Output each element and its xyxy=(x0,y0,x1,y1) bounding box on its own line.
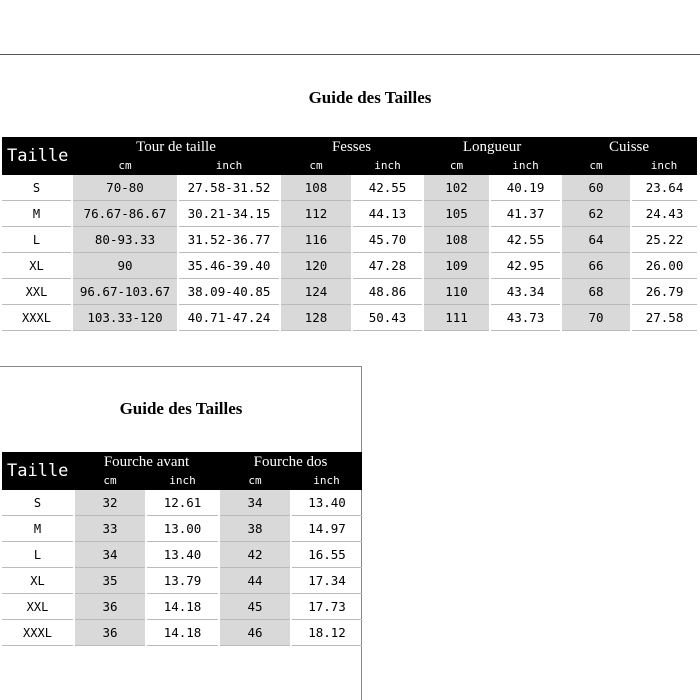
cm-cell: 44 xyxy=(219,568,291,594)
size-header: Taille xyxy=(2,452,74,490)
inch-cell: 26.00 xyxy=(631,253,697,279)
inch-cell: 45.70 xyxy=(352,227,423,253)
inch-cell: 26.79 xyxy=(631,279,697,305)
cm-cell: 109 xyxy=(423,253,490,279)
inch-cell: 35.46-39.40 xyxy=(178,253,280,279)
cm-cell: 34 xyxy=(219,490,291,516)
cm-cell: 60 xyxy=(561,175,631,201)
table-row xyxy=(2,305,697,331)
table-row xyxy=(2,279,697,305)
inch-cell: 27.58-31.52 xyxy=(178,175,280,201)
inch-cell: 17.34 xyxy=(291,568,362,594)
group-header-back-rise: Fourche dos xyxy=(219,452,362,472)
size-cell: XXL xyxy=(2,279,72,305)
cm-cell: 34 xyxy=(74,542,146,568)
inch-cell: 40.71-47.24 xyxy=(178,305,280,331)
inch-cell: 18.12 xyxy=(291,620,362,646)
size-cell: XL xyxy=(2,253,72,279)
table-row xyxy=(2,175,697,201)
cm-cell: 70 xyxy=(561,305,631,331)
top-divider xyxy=(0,54,700,55)
cm-cell: 108 xyxy=(280,175,352,201)
inch-cell: 17.73 xyxy=(291,594,362,620)
table-row xyxy=(2,253,697,279)
group-header-length: Longueur xyxy=(423,137,561,157)
inch-cell: 30.21-34.15 xyxy=(178,201,280,227)
inch-cell: 42.95 xyxy=(490,253,561,279)
cm-cell: 36 xyxy=(74,594,146,620)
cm-cell: 68 xyxy=(561,279,631,305)
group-header-thigh: Cuisse xyxy=(561,137,697,157)
group-header-front-rise: Fourche avant xyxy=(74,452,219,472)
cm-cell: 38 xyxy=(219,516,291,542)
size-table-main xyxy=(2,137,697,331)
group-header-hips: Fesses xyxy=(280,137,423,157)
cm-cell: 35 xyxy=(74,568,146,594)
cm-cell: 124 xyxy=(280,279,352,305)
unit-header: cm xyxy=(423,157,490,175)
cm-cell: 96.67-103.67 xyxy=(72,279,178,305)
inch-cell: 12.61 xyxy=(146,490,219,516)
size-cell: M xyxy=(2,201,72,227)
inch-cell: 13.00 xyxy=(146,516,219,542)
cm-cell: 103.33-120 xyxy=(72,305,178,331)
cm-cell: 120 xyxy=(280,253,352,279)
size-header: Taille xyxy=(2,137,72,175)
inch-cell: 38.09-40.85 xyxy=(178,279,280,305)
unit-header: cm xyxy=(219,472,291,490)
cm-cell: 64 xyxy=(561,227,631,253)
size-table-crotch xyxy=(2,452,362,646)
size-cell: XXXL xyxy=(2,305,72,331)
inch-cell: 31.52-36.77 xyxy=(178,227,280,253)
cm-cell: 70-80 xyxy=(72,175,178,201)
inch-cell: 27.58 xyxy=(631,305,697,331)
table1-title: Guide des Tailles xyxy=(308,88,432,107)
cm-cell: 32 xyxy=(74,490,146,516)
size-cell: XXL xyxy=(2,594,74,620)
cm-cell: 66 xyxy=(561,253,631,279)
inch-cell: 14.97 xyxy=(291,516,362,542)
inch-cell: 13.40 xyxy=(146,542,219,568)
cm-cell: 108 xyxy=(423,227,490,253)
unit-header: cm xyxy=(280,157,352,175)
cm-cell: 45 xyxy=(219,594,291,620)
inch-cell: 47.28 xyxy=(352,253,423,279)
cm-cell: 42 xyxy=(219,542,291,568)
inch-cell: 41.37 xyxy=(490,201,561,227)
inch-cell: 13.40 xyxy=(291,490,362,516)
inch-cell: 44.13 xyxy=(352,201,423,227)
table-row xyxy=(2,568,362,594)
unit-header: cm xyxy=(74,472,146,490)
size-cell: L xyxy=(2,542,74,568)
cm-cell: 102 xyxy=(423,175,490,201)
size-cell: M xyxy=(2,516,74,542)
table-row xyxy=(2,542,362,568)
inch-cell: 42.55 xyxy=(490,227,561,253)
cm-cell: 116 xyxy=(280,227,352,253)
unit-header: cm xyxy=(72,157,178,175)
inch-cell: 24.43 xyxy=(631,201,697,227)
cm-cell: 76.67-86.67 xyxy=(72,201,178,227)
inch-cell: 14.18 xyxy=(146,620,219,646)
cm-cell: 90 xyxy=(72,253,178,279)
cm-cell: 80-93.33 xyxy=(72,227,178,253)
table-row xyxy=(2,620,362,646)
unit-header: inch xyxy=(146,472,219,490)
cm-cell: 62 xyxy=(561,201,631,227)
unit-header: inch xyxy=(178,157,280,175)
table2-title: Guide des Tailles xyxy=(119,399,243,418)
inch-cell: 14.18 xyxy=(146,594,219,620)
inch-cell: 40.19 xyxy=(490,175,561,201)
size-cell: XXXL xyxy=(2,620,74,646)
unit-header: inch xyxy=(631,157,697,175)
inch-cell: 42.55 xyxy=(352,175,423,201)
size-cell: S xyxy=(2,175,72,201)
inch-cell: 43.34 xyxy=(490,279,561,305)
cm-cell: 46 xyxy=(219,620,291,646)
table-row xyxy=(2,227,697,253)
inch-cell: 16.55 xyxy=(291,542,362,568)
size-cell: L xyxy=(2,227,72,253)
size-cell: S xyxy=(2,490,74,516)
cm-cell: 105 xyxy=(423,201,490,227)
size-cell: XL xyxy=(2,568,74,594)
group-header-waist: Tour de taille xyxy=(72,137,280,157)
table-row xyxy=(2,201,697,227)
cm-cell: 110 xyxy=(423,279,490,305)
table-row xyxy=(2,516,362,542)
inch-cell: 50.43 xyxy=(352,305,423,331)
cm-cell: 33 xyxy=(74,516,146,542)
unit-header: inch xyxy=(291,472,362,490)
table-row xyxy=(2,490,362,516)
inch-cell: 23.64 xyxy=(631,175,697,201)
table-row xyxy=(2,594,362,620)
inch-cell: 25.22 xyxy=(631,227,697,253)
unit-header: inch xyxy=(352,157,423,175)
inch-cell: 13.79 xyxy=(146,568,219,594)
cm-cell: 36 xyxy=(74,620,146,646)
unit-header: inch xyxy=(490,157,561,175)
cm-cell: 111 xyxy=(423,305,490,331)
cm-cell: 128 xyxy=(280,305,352,331)
unit-header: cm xyxy=(561,157,631,175)
cm-cell: 112 xyxy=(280,201,352,227)
inch-cell: 43.73 xyxy=(490,305,561,331)
inch-cell: 48.86 xyxy=(352,279,423,305)
